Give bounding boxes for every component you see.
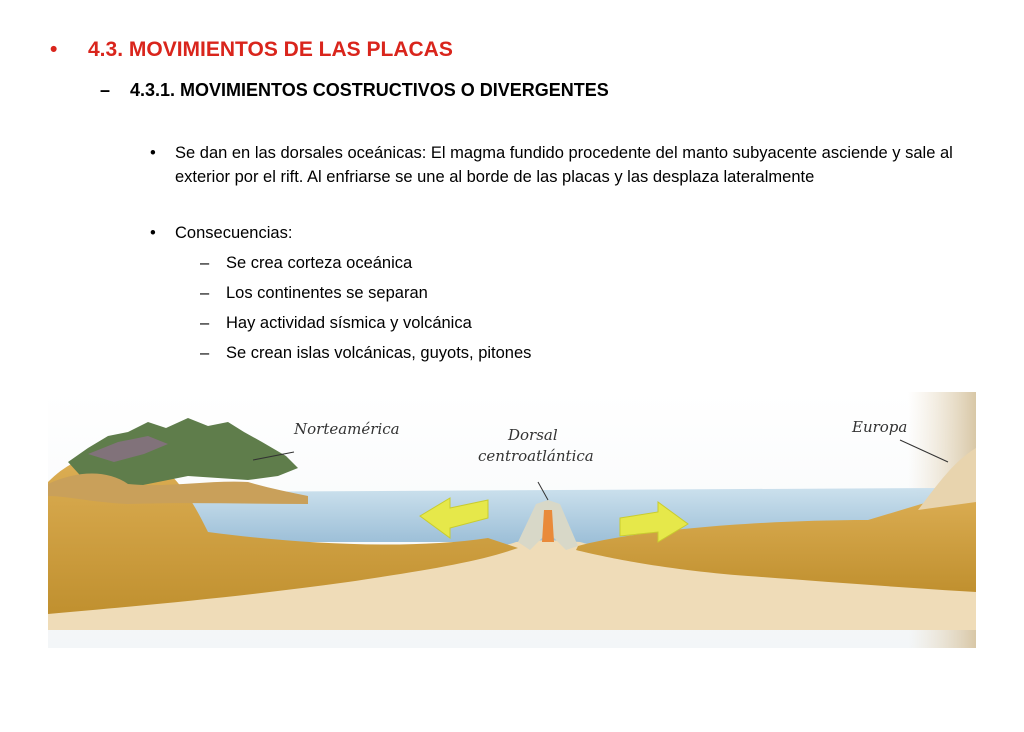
bullet: • (50, 38, 58, 61)
label-europe: Europa (852, 418, 908, 436)
consequence-text: Se crea corteza oceánica (226, 254, 413, 272)
consequence-text: Los continentes se separan (226, 284, 428, 302)
dash: – (200, 284, 210, 302)
bullet: • (150, 224, 156, 242)
label-north-america: Norteamérica (294, 420, 400, 438)
point-text: Consecuencias: (175, 224, 293, 242)
ridge-illustration (48, 392, 976, 648)
consequence-text: Se crean islas volcánicas, guyots, pitones (226, 344, 532, 362)
point-text: Se dan en las dorsales oceánicas: El magma fundido procedente del manto subyacente asciende y sale al exterior por el rift. Al enfriarse se une al borde de las placas y las desplaza lateralmente (175, 144, 953, 186)
label-ridge-line2: centroatlántica (478, 447, 594, 465)
dash: – (200, 254, 210, 272)
label-ridge-line1: Dorsal (508, 426, 558, 444)
bullet: • (150, 144, 156, 162)
rift-magma (542, 510, 554, 542)
dash: – (100, 80, 111, 100)
dash: – (200, 314, 210, 332)
dash: – (200, 344, 210, 362)
subheading-text: 4.3.1. MOVIMIENTOS COSTRUCTIVOS O DIVERGENTES (130, 80, 609, 100)
heading-text: 4.3. MOVIMIENTOS DE LAS PLACAS (88, 38, 453, 61)
consequence-text: Hay actividad sísmica y volcánica (226, 314, 472, 332)
